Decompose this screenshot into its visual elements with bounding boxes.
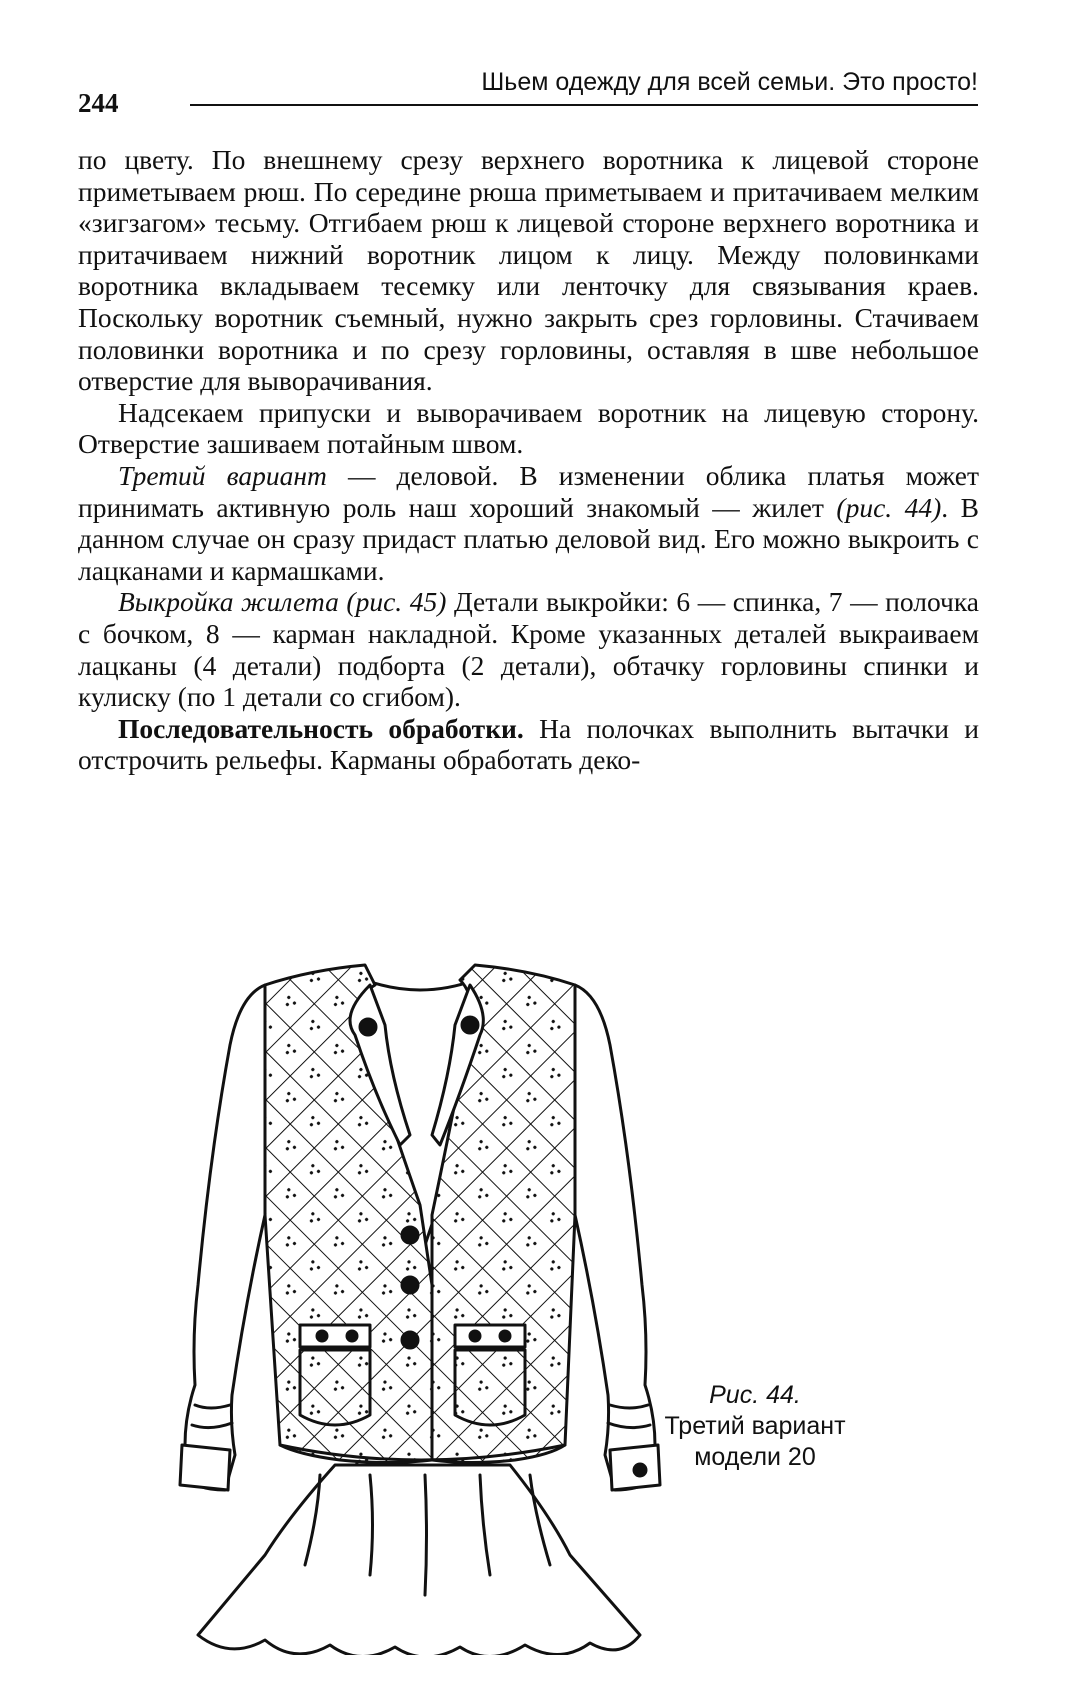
- paragraph-4: [78, 586, 979, 712]
- paragraph-3-text-b: . В данном случае он сразу придаст платью деловой вид. Его можно выкроить с лацканами и кармашками.: [78, 491, 979, 586]
- paragraph-3: [78, 460, 979, 586]
- third-variant-term: Третий вариант: [118, 459, 327, 491]
- header-rule: [190, 104, 978, 106]
- dress-illustration-svg: [170, 955, 670, 1655]
- figure-reference: (рис. 44): [836, 491, 942, 523]
- dress-with-vest-illustration: [170, 955, 670, 1655]
- body-text: [78, 144, 979, 776]
- caption-label: Рис. 44.: [709, 1381, 801, 1409]
- figure-caption: [640, 1380, 870, 1473]
- caption-line-2: модели 20: [694, 1443, 816, 1471]
- page-number: 244: [78, 88, 119, 118]
- paragraph-2: Надсекаем припуски и выворачиваем воротник на лицевую сторону. Отверстие зашиваем потайным швом.: [78, 396, 979, 460]
- paragraph-4-text: Детали выкройки: 6 — спинка, 7 — полочка с бочком, 8 — карман накладной. Кроме указанных деталей выкраиваем лацканы (4 детали) подборта (2 детали), обтачку горловины спинки и кулиску (по 1 детали со сгибом).: [78, 586, 980, 713]
- processing-term: Последовательность обработки.: [118, 712, 524, 744]
- paragraph-5-text: На полочках выполнить вытачки и отстрочить рельефы. Карманы обработать деко-: [78, 712, 979, 776]
- page-header: [78, 68, 978, 118]
- paragraph-3-text-a: — деловой. В изменении облика платья может принимать активную роль наш хороший знакомый — жилет: [78, 459, 979, 523]
- paragraph-5: [78, 713, 979, 776]
- running-title: Шьем одежду для всей семьи. Это просто!: [481, 68, 978, 96]
- paragraph-1: по цвету. По внешнему срезу верхнего воротника к лицевой стороне приметываем рюш. По середине рюша приметываем и притачиваем мелким «зигзагом» тесьму. Отгибаем рюш к лицевой стороне верхнего воротника и притачиваем нижний воротник лицом к лицу. Между половинками воротника вкладываем тесемку или ленточку для связывания краев. Поскольку воротник съемный, нужно закрыть срез горловины. Стачиваем половинки воротника и по срезу горловины, оставляя в шве небольшое отверстие для выворачивания.: [78, 144, 979, 397]
- pattern-term: Выкройка жилета (рис. 45): [118, 586, 447, 618]
- caption-line-1: Третий вариант: [664, 1412, 846, 1440]
